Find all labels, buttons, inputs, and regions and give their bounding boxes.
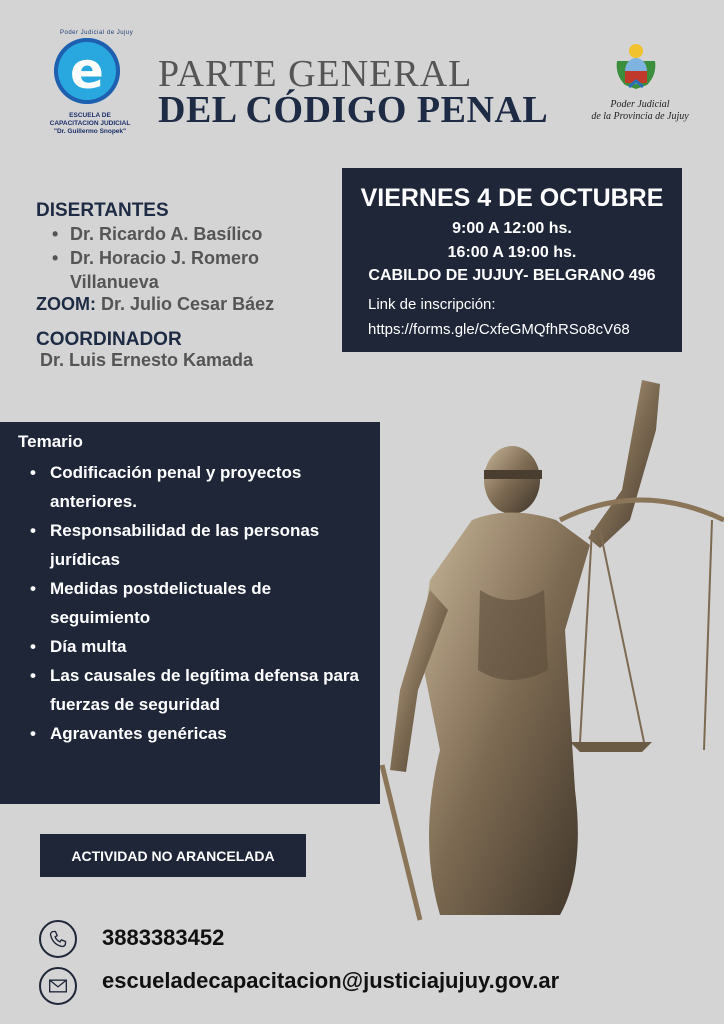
free-activity-badge: ACTIVIDAD NO ARANCELADA xyxy=(40,834,306,877)
logo-caption-line: ESCUELA DE xyxy=(69,112,111,119)
event-time-2: 16:00 A 19:00 hs. xyxy=(447,244,577,261)
speaker-item: • Dr. Ricardo A. Basílico xyxy=(50,222,290,246)
syllabus-item: • Día multa xyxy=(30,632,360,661)
syllabus-box xyxy=(0,422,380,804)
zoom-line xyxy=(36,294,274,315)
logo-letter: e xyxy=(70,42,104,100)
coordinator-name: Dr. Luis Ernesto Kamada xyxy=(40,350,254,370)
title-line-1: PARTE GENERAL xyxy=(158,53,473,95)
logo-caption-line: "Dr. Guillermo Snopek" xyxy=(53,128,127,135)
zoom-label: ZOOM: xyxy=(36,294,96,314)
seal-caption-line: de la Provincia de Jujuy xyxy=(591,111,689,122)
phone-number[interactable]: 3883383452 xyxy=(102,925,225,950)
event-time-1: 9:00 A 12:00 hs. xyxy=(452,220,572,237)
school-logo xyxy=(40,30,140,150)
event-location: CABILDO DE JUJUY- BELGRANO 496 xyxy=(368,267,656,284)
logo-caption-line: CAPACITACION JUDICIAL xyxy=(49,120,131,127)
email-address[interactable]: escueladecapacitacion@justiciajujuy.gov.ar xyxy=(102,968,560,993)
syllabus-item: • Responsabilidad de las personas jurídicas xyxy=(30,516,360,574)
logo-caption xyxy=(40,112,140,136)
seal-caption-line: Poder Judicial xyxy=(610,99,670,110)
registration-link[interactable]: https://forms.gle/CxfeGMQfhRSo8cV68 xyxy=(368,321,630,338)
syllabus-title: Temario xyxy=(18,432,83,451)
judicial-seal xyxy=(585,35,695,135)
lady-justice-image xyxy=(360,370,724,930)
syllabus-item: • Medidas postdelictuales de seguimiento xyxy=(30,574,360,632)
event-date: VIERNES 4 DE OCTUBRE xyxy=(360,184,664,212)
syllabus-item: • Agravantes genéricas xyxy=(30,719,360,748)
mail-icon xyxy=(39,967,77,1005)
syllabus-item: • Las causales de legítima defensa para fuerzas de seguridad xyxy=(30,661,360,719)
logo-arc-text: Poder Judicial de Jujuy xyxy=(60,30,134,36)
registration-link-label: Link de inscripción: xyxy=(368,296,496,313)
phone-icon xyxy=(39,920,77,958)
syllabus-list xyxy=(30,458,360,748)
zoom-speaker: Dr. Julio Cesar Báez xyxy=(101,294,275,314)
event-info-box xyxy=(342,168,682,352)
coordinator-heading: COORDINADOR xyxy=(36,329,182,350)
seal-caption xyxy=(585,99,695,123)
coat-of-arms-icon xyxy=(613,41,659,91)
speakers-list xyxy=(50,222,290,294)
title-line-2: DEL CÓDIGO PENAL xyxy=(158,89,549,131)
syllabus-item: • Codificación penal y proyectos anteriores. xyxy=(30,458,360,516)
speaker-item: • Dr. Horacio J. Romero Villanueva xyxy=(50,246,290,294)
speakers-heading: DISERTANTES xyxy=(36,200,169,221)
